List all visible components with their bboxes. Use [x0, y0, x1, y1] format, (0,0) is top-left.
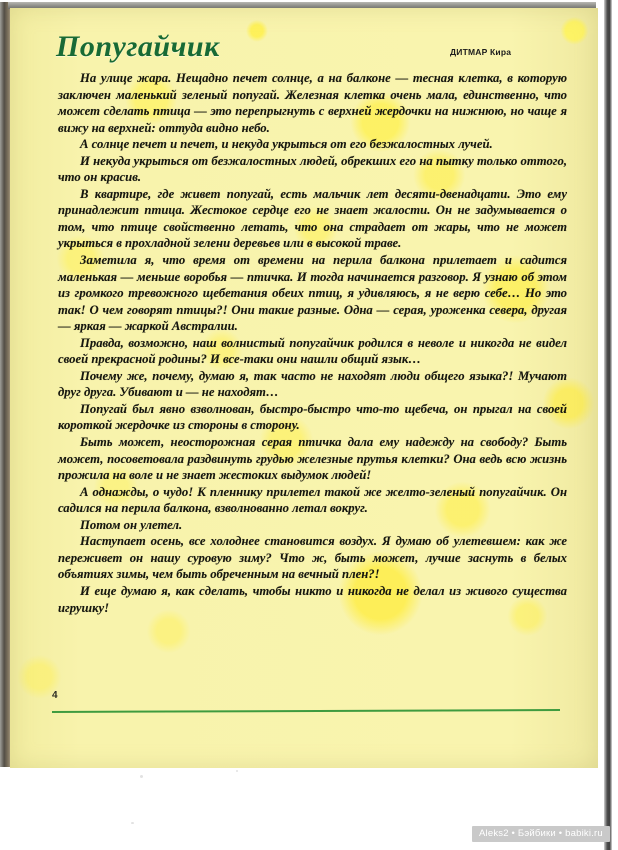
article-paragraph: Попугай был явно взволнован, быстро-быстро что-то щебеча, он прыгал на своей короткой жердочке из стороны в сторону. — [58, 401, 567, 433]
site-watermark: Aleks2 • Бэйбики • babiki.ru — [472, 826, 610, 842]
article-paragraph: Потом он улетел. — [80, 517, 183, 532]
author-byline: ДИТМАР Кира — [450, 47, 512, 57]
article-paragraph: Наступает осень, все холоднее становится воздух. Я думаю об улетевшем: как же переживет он нашу суровую зиму? Что ж, быть может, лучше заснуть в белых объятиях зимы, чем быть обреченным на вечный плен?! — [58, 534, 567, 582]
article-paragraph: И еще думаю я, как сделать, чтобы никто и никогда не делал из живого существа игрушку! — [58, 583, 567, 615]
article-body — [58, 70, 567, 616]
article-paragraph: Правда, возможно, наш волнистый попугайчик родился в неволе и никогда не видел своей прекрасной родины? И все-таки они нашли общий язык… — [58, 335, 567, 367]
magazine-page — [10, 8, 598, 768]
scan-speck — [131, 822, 134, 824]
footer-divider-rule — [52, 709, 560, 713]
article-paragraph: Почему же, почему, думаю я, так часто не находят люди общего языка?! Мучают друг друга. Убивают и — не находят… — [58, 368, 567, 400]
scan-speck — [140, 775, 143, 778]
page-number: 4 — [52, 690, 58, 701]
scan-speck — [236, 770, 238, 772]
article-paragraph: И некуда укрыться от безжалостных людей, обрекших его на пытку только оттого, что он красив. — [58, 153, 567, 185]
article-paragraph: Быть может, неосторожная серая птичка дала ему надежду на свободу? Быть может, посоветовала раздвинуть грудью железные прутья клетки? Она ведь всю жизнь прожила на воле и не знает жестоких выдумок людей! — [58, 435, 567, 483]
article-paragraph: В квартире, где живет попугай, есть мальчик лет десяти-двенадцати. Это ему принадлежит птица. Жестокое сердце его не знает жалости. Он не задумывается о том, что птице свойственно летать, что она страдает от жары, что не может укрыться в прохладной зелени деревьев или в высокой траве. — [58, 186, 567, 251]
article-paragraph: А однажды, о чудо! К пленнику прилетел такой же желто-зеленый попугайчик. Он садился на перила балкона, взволнованно летал вокруг. — [58, 484, 567, 516]
scanner-edge-strip — [604, 0, 612, 850]
article-paragraph: На улице жара. Нещадно печет солнце, а на балконе — тесная клетка, в которую заключен маленький зеленый попугай. Железная клетка очень мала, единственно, что может сделать птица — это перепрыгнуть с верхней жердочки на нижнюю, но чаще я вижу на верхней: оттуда видно небо. — [58, 71, 567, 135]
article-paragraph: А солнце печет и печет, и некуда укрыться от его безжалостных лучей. — [80, 137, 493, 152]
page-title: Попугайчик — [56, 30, 220, 63]
article-paragraph: Заметила я, что время от времени на перила балкона прилетает и садится маленькая — меньше воробья — птичка. И тогда начинается разговор. Я узнаю об этом из громкого тревожного щебетания обеих птиц, я удивляюсь, я не верю себе… Но это так! О чем говорят птицы?! Они такие разные. Одна — серая, уроженка севера, другая — яркая — жаркой Австралии. — [58, 253, 567, 334]
